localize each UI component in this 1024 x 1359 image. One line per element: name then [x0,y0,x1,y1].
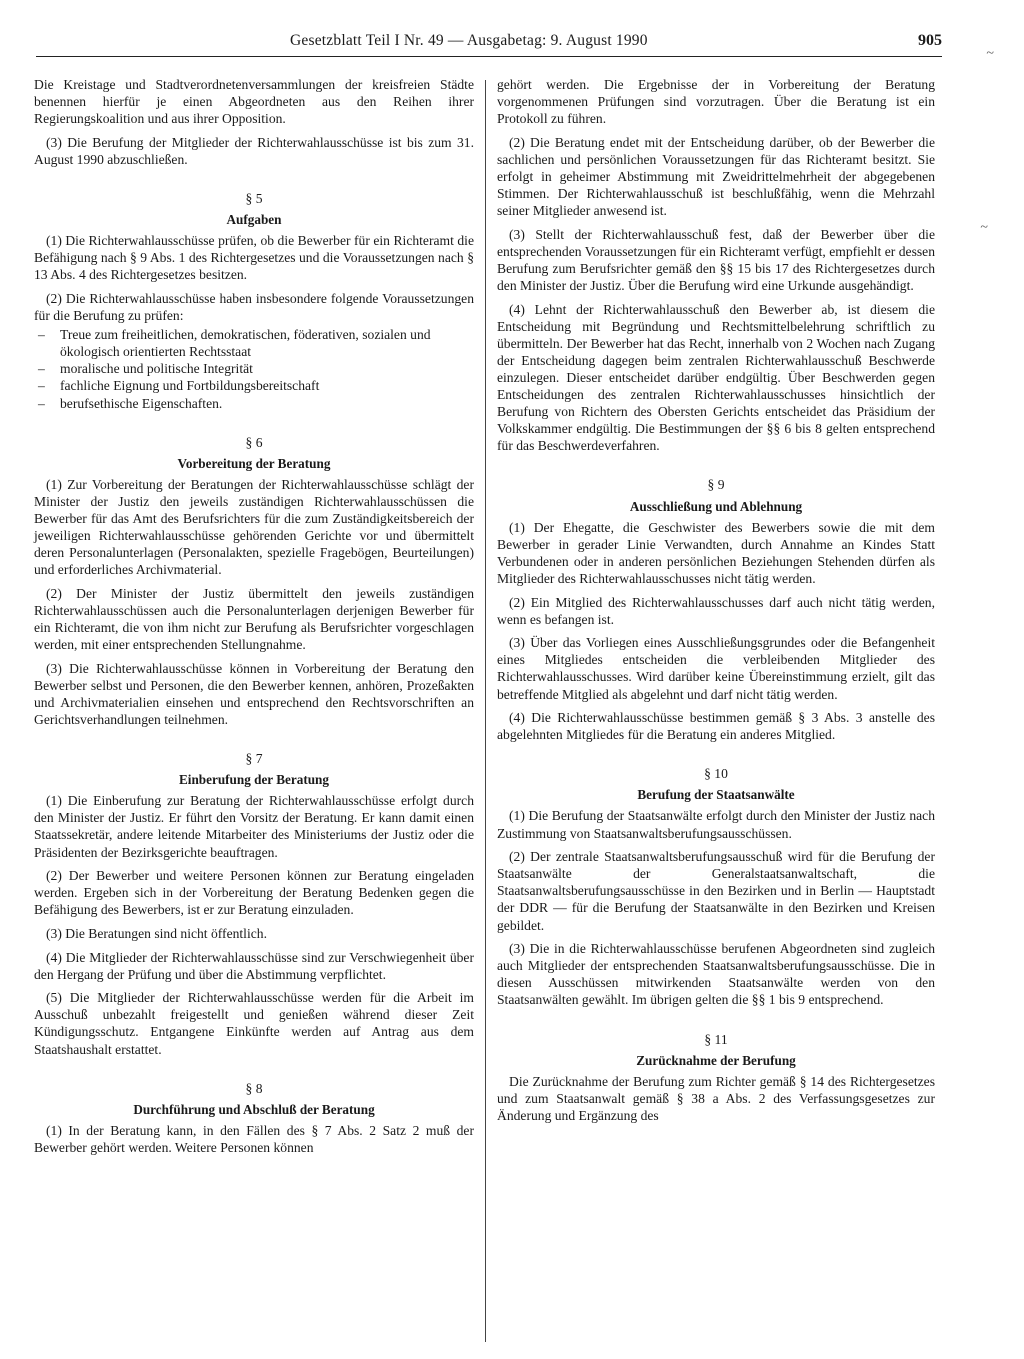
paragraph: (3) Die Beratungen sind nicht öffentlich. [46,925,267,941]
paragraph: (2) Der Minister der Justiz übermittelt den jeweils zuständigen Richterwahlausschüssen auch die Personalunterlagen derjenigen Bewerber für ein Richteramt, die von ihm nicht zur Berufung als Berufsrichter vorgeschlagen werden, mit einer entsprechenden Stellungnahme. [34,585,474,653]
paragraph: Die Kreistage und Stadtverordnetenversammlungen der kreisfreien Städte benennen hierfür je einen Abgeordneten aus den Reihen ihrer Regierungskoalition und aus ihrer Opposition. [34,77,474,127]
paragraph: (1) Der Ehegatte, die Geschwister des Bewerbers sowie die mit dem Bewerber in gerader Linie Verwandten, durch Annahme an Kindes Statt Verbundenen oder in anderen persönlichen Beziehungen Stehenden dürfen als Mitglieder des Richterwahlausschusses nicht tätig werden. [497,519,935,586]
list-item: – fachliche Eignung und Fortbildungsbereitschaft [34,377,474,394]
left-column [34,76,474,1162]
section-number: § 10 [704,766,728,782]
paragraph: (5) Die Mitglieder der Richterwahlausschüsse werden für die Arbeit im Ausschuß unbezahlt freigestellt und genießen während dieser Zeit Kündigungsschutz. Entgangene Einkünfte werden auf Antrag aus dem Staatshaushalt erstattet. [34,990,474,1057]
paragraph: (1) Die Berufung der Staatsanwälte erfolgt durch den Minister der Justiz nach Zustimmung von Staatsanwaltsberufungsausschüssen. [497,808,935,841]
paragraph: (3) Die in die Richterwahlausschüsse berufenen Abgeordneten sind zugleich auch Mitglieder der entsprechenden Staatsanwaltsberufungsausschüsse. Die in diesen Ausschüssen mitwirkenden Staatsanwälte werden von den Staatsanwälten gewählt. Im übrigen gelten die §§ 1 bis 9 entsprechend. [497,941,935,1008]
section-title: Vorbereitung der Beratung [177,455,331,471]
section-number: § 8 [245,1080,263,1096]
section-number: § 11 [704,1031,728,1047]
paragraph: (3) Stellt der Richterwahlausschuß fest, daß der Bewerber über die entsprechenden Voraussetzungen für ein Richteramt verfügt, empfiehlt er dessen Berufung zum Berufsrichter gemäß den §§ 15 bis 17 des Richtergesetzes durch den Minister der Justiz. Über die Berufung wird eine Urkunde ausgehändigt. [497,226,935,294]
margin-mark: ~ [986,46,994,61]
section-title: Einberufung der Beratung [179,772,329,788]
section-title: Zurücknahme der Berufung [636,1052,796,1068]
paragraph: (3) Die Richterwahlausschüsse können in Vorbereitung der Beratung den Bewerber selbst und Personen, die den Bewerber kennen, anhören, Prozeßakten und Archivmaterialien einsehen und entsprechend den Rechtsvorschriften an Gerichtsverhandlungen teilnehmen. [34,660,474,727]
section-title: Aufgaben [226,212,282,228]
page-header [0,32,1024,58]
paragraph: (2) Ein Mitglied des Richterwahlausschusses darf auch nicht tätig werden, wenn es befangen ist. [497,594,935,627]
paragraph: Die Zurücknahme der Berufung zum Richter gemäß § 14 des Richtergesetzes und zum Staatsanwalt gemäß § 38 a Abs. 2 des Verfassungsgesetzes zur Änderung und Ergänzung des [497,1073,935,1123]
section-title: Durchführung und Abschluß der Beratung [133,1101,375,1117]
paragraph: (1) Die Einberufung zur Beratung der Richterwahlausschüsse erfolgt durch den Minister der Justiz. Er führt den Vorsitz der Beratung. Er kann damit einen Staatssekretär, andere leitende Mitarbeiter des Ministeriums der Justiz oder die Präsidenten der Bezirksgerichte beauftragen. [34,793,474,860]
paragraph: (1) Zur Vorbereitung der Beratungen der Richterwahlausschüsse schlägt der Minister der Justiz den jeweils zuständigen Richterwahlausschüssen die Bewerber für das Amt des Berufsrichters für die zum Zuständigkeitsbereich der jeweiligen Richterwahlausschüsse gehörenden Gerichte vor und übermittelt deren Personalunterlagen (Personalakten, spezielle Fragebögen, Beurteilungen) und erforderliches Archivmaterial. [34,476,474,578]
list-item: – moralische und politische Integrität [34,360,474,377]
gazette-title: Gesetzblatt Teil I Nr. 49 — Ausgabetag: 9. August 1990 [290,32,648,49]
paragraph: (3) Über das Vorliegen eines Ausschließungsgrundes oder die Befangenheit eines Mitgliedes entscheiden die verbleibenden Mitglieder des Richterwahlausschusses. Wird darüber keine Übereinstimmung erzielt, gilt das betreffende Mitglied als abgelehnt und darf nicht tätig werden. [497,635,935,702]
paragraph: (4) Die Richterwahlausschüsse bestimmen gemäß § 3 Abs. 3 anstelle des abgelehnten Mitgliedes für die Beratung ein anderes Mitglied. [497,710,935,743]
column-divider [485,80,486,1342]
header-rule [36,56,942,57]
list-item: – Treue zum freiheitlichen, demokratischen, föderativen, sozialen und ökologisch orientierten Rechtsstaat [34,326,474,360]
section-title: Berufung der Staatsanwälte [637,787,795,803]
right-column [497,76,935,1130]
page-number: 905 [918,32,942,49]
section-title: Ausschließung und Ablehnung [629,498,803,514]
paragraph: (2) Der zentrale Staatsanwaltsberufungsausschuß wird für die Berufung der Staatsanwälte der Generalstaatsanwaltschaft, die Staatsanwaltsberufungsausschüsse in den Bezirken und in Berlin — Hauptstadt der DDR — für die Berufung der Staatsanwälte in den Bezirken und Kreisen gebildet. [497,849,935,933]
section-number: § 7 [245,751,263,767]
section-number: § 9 [707,477,725,493]
requirements-list [34,326,474,411]
paragraph: (3) Die Berufung der Mitglieder der Richterwahlausschüsse ist bis zum 31. August 1990 abzuschließen. [34,134,474,167]
paragraph: (4) Lehnt der Richterwahlausschuß den Bewerber ab, ist diesem die Entscheidung mit Begründung und Rechtsmittelbelehrung schriftlich zu übermitteln. Der Bewerber hat das Recht, innerhalb von 2 Wochen nach Zugang der Entscheidung dagegen beim zentralen Richterwahlausschuß Beschwerde einzulegen. Dieser entscheidet darüber endgültig. Über Beschwerden gegen Entscheidungen des zentralen Richterwahlausschusses hinsichtlich der Berufung von Richtern des Obersten Gerichts entscheidet das Präsidium der Volkskammer endgültig. Die Bestimmungen der §§ 6 bis 8 gelten entsprechend für das Beschwerdeverfahren. [497,301,935,454]
margin-mark: ~ [980,220,988,235]
paragraph: (4) Die Mitglieder der Richterwahlausschüsse sind zur Verschwiegenheit über den Hergang der Prüfung und über die Abstimmung verpflichtet. [34,949,474,982]
paragraph: (1) Die Richterwahlausschüsse prüfen, ob die Bewerber für ein Richteramt die Befähigung nach § 9 Abs. 1 des Richtergesetzes und die Voraussetzungen nach § 13 Abs. 4 des Richtergesetzes besitzen. [34,233,474,283]
section-number: § 5 [245,190,263,206]
paragraph: (1) In der Beratung kann, in den Fällen des § 7 Abs. 2 Satz 2 muß der Bewerber gehört werden. Weitere Personen können [34,1122,474,1155]
list-item: – berufsethische Eigenschaften. [34,395,474,412]
paragraph: (2) Die Beratung endet mit der Entscheidung darüber, ob der Bewerber die sachlichen und persönlichen Voraussetzungen für das Richteramt besitzt. Sie erfolgt in geheimer Abstimmung mit Zweidrittelmehrheit der abgegebenen Stimmen. Der Richterwahlausschuß ist beschlußfähig, wenn die Mehrzahl seiner Mitglieder anwesend ist. [497,134,935,219]
paragraph: gehört werden. Die Ergebnisse der in Vorbereitung der Beratung vorgenommenen Prüfungen sind vorzutragen. Über die Beratung ist ein Protokoll zu führen. [497,77,935,127]
section-number: § 6 [245,434,263,450]
paragraph: (2) Die Richterwahlausschüsse haben insbesondere folgende Voraussetzungen für die Berufung zu prüfen: [34,290,474,324]
paragraph: (2) Der Bewerber und weitere Personen können zur Beratung eingeladen werden. Ergeben sich in der Vorbereitung der Beratung Bedenken gegen die Befähigung des Bewerbers, ist er zur Beratung einzuladen. [34,868,474,918]
